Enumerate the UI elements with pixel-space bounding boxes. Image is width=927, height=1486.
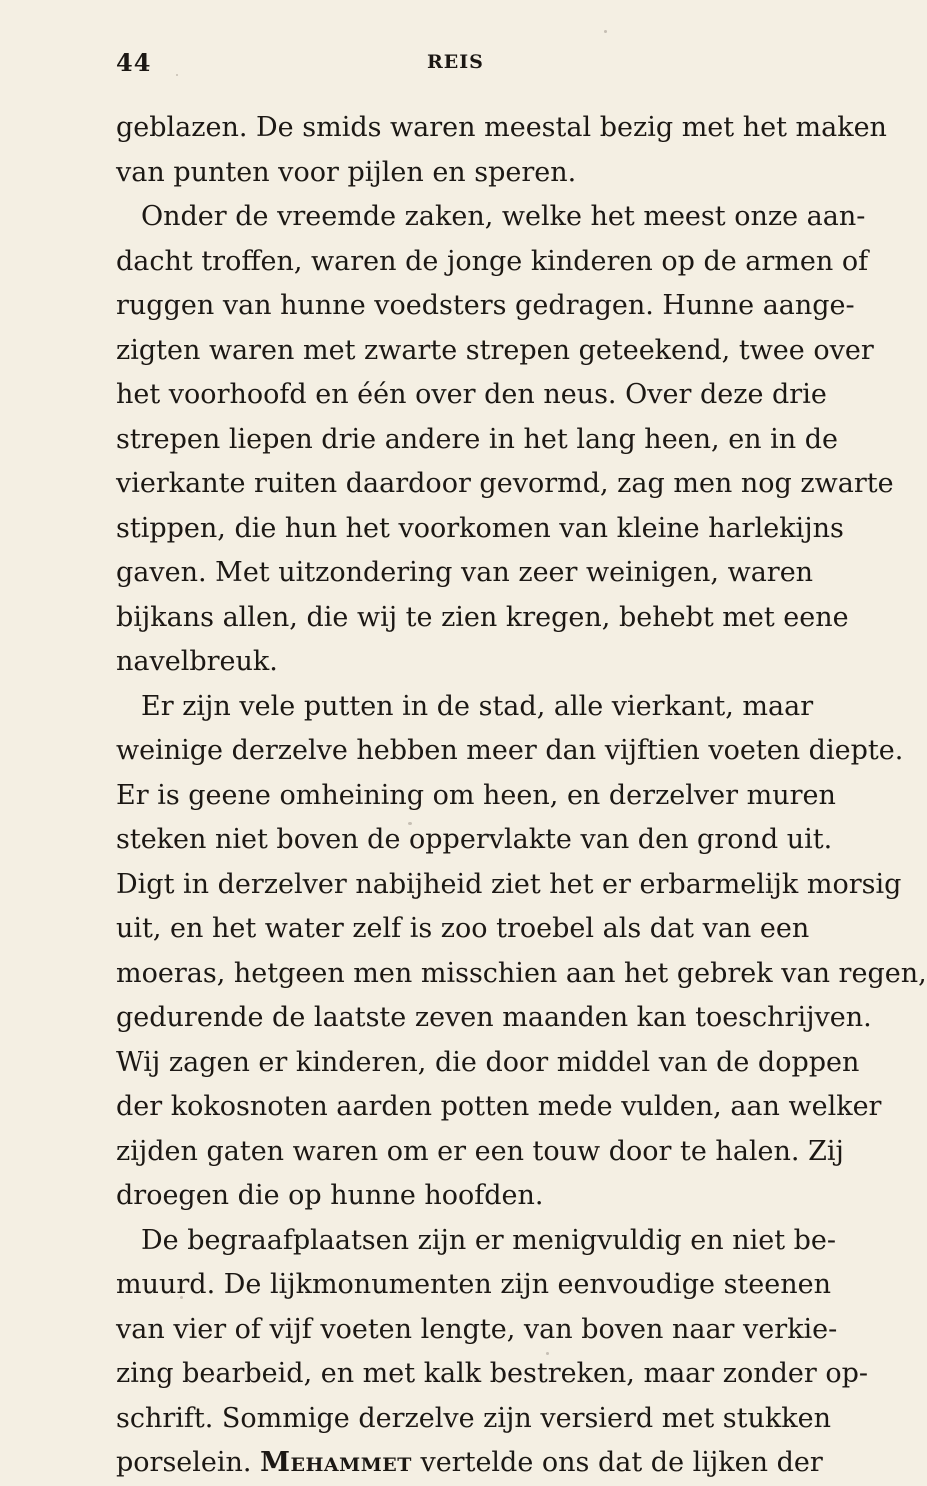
text-line: bijkans allen, die wij te zien kregen, behebt met eene <box>116 601 849 633</box>
text-line: gedurende de laatste zeven maanden kan toeschrijven. <box>116 1002 872 1033</box>
text-line: Digt in derzelver nabijheid ziet het er erbarmelijk morsig <box>116 868 902 900</box>
text-line: van punten voor pijlen en speren. <box>116 156 577 188</box>
running-head: REIS <box>427 51 484 73</box>
text-line: der kokosnoten aarden potten mede vulden, aan welker <box>116 1091 882 1122</box>
text-line-last <box>116 1441 823 1486</box>
text-line: van vier of vijf voeten lengte, van boven naar verkie- <box>116 1313 838 1345</box>
text-line: moeras, hetgeen men misschien aan het gebrek van regen, <box>116 957 927 989</box>
text-line: weinige derzelve hebben meer dan vijftien voeten diepte. <box>116 735 904 766</box>
text-line: Er is geene omheining om heen, en derzelver muren <box>116 779 836 811</box>
text-line: ruggen van hunne voedsters gedragen. Hunne aange- <box>116 290 855 321</box>
text-fragment: vertelde ons dat de lijken der <box>420 1447 823 1478</box>
text-line: zing bearbeid, en met kalk bestreken, maar zonder op- <box>116 1358 869 1389</box>
text-line: strepen liepen drie andere in het lang heen, en in de <box>116 423 839 455</box>
text-line: het voorhoofd en één over den neus. Over deze drie <box>116 379 827 410</box>
text-line: gaven. Met uitzondering van zeer weinigen, waren <box>116 557 814 588</box>
text-line: muurd. De lijkmonumenten zijn eenvoudige steenen <box>116 1269 831 1300</box>
text-line: Er zijn vele putten in de stad, alle vierkant, maar <box>141 690 814 722</box>
text-line: Onder de vreemde zaken, welke het meest onze aan- <box>141 201 866 232</box>
text-line: stippen, die hun het voorkomen van kleine harlekijns <box>116 512 844 544</box>
text-line: zigten waren met zwarte strepen geteekend, twee over <box>116 334 874 366</box>
text-line: droegen die op hunne hoofden. <box>116 1180 544 1211</box>
text-line: geblazen. De smids waren meestal bezig met het maken <box>116 112 887 143</box>
text-line: vierkante ruiten daardoor gevormd, zag men nog zwarte <box>116 468 894 499</box>
text-line: navelbreuk. <box>116 646 278 677</box>
person-name: Mehammet <box>260 1447 412 1478</box>
page-header <box>116 48 696 82</box>
text-line: dacht troffen, waren de jonge kinderen op de armen of <box>116 245 869 277</box>
text-line: steken niet boven de oppervlakte van den grond uit. <box>116 824 833 855</box>
text-line: schrift. Sommige derzelve zijn versierd met stukken <box>116 1402 831 1434</box>
text-line: uit, en het water zelf is zoo troebel als dat van een <box>116 913 810 944</box>
text-line: De begraafplaatsen zijn er menigvuldig en niet be- <box>141 1224 837 1256</box>
text-line: Wij zagen er kinderen, die door middel van de doppen <box>116 1046 860 1078</box>
text-line: zijden gaten waren om er een touw door te halen. Zij <box>116 1135 844 1167</box>
body-text <box>116 106 927 1486</box>
text-fragment: porselein. <box>116 1447 252 1478</box>
paper-speck <box>604 30 607 33</box>
page-number: 44 <box>116 48 152 77</box>
